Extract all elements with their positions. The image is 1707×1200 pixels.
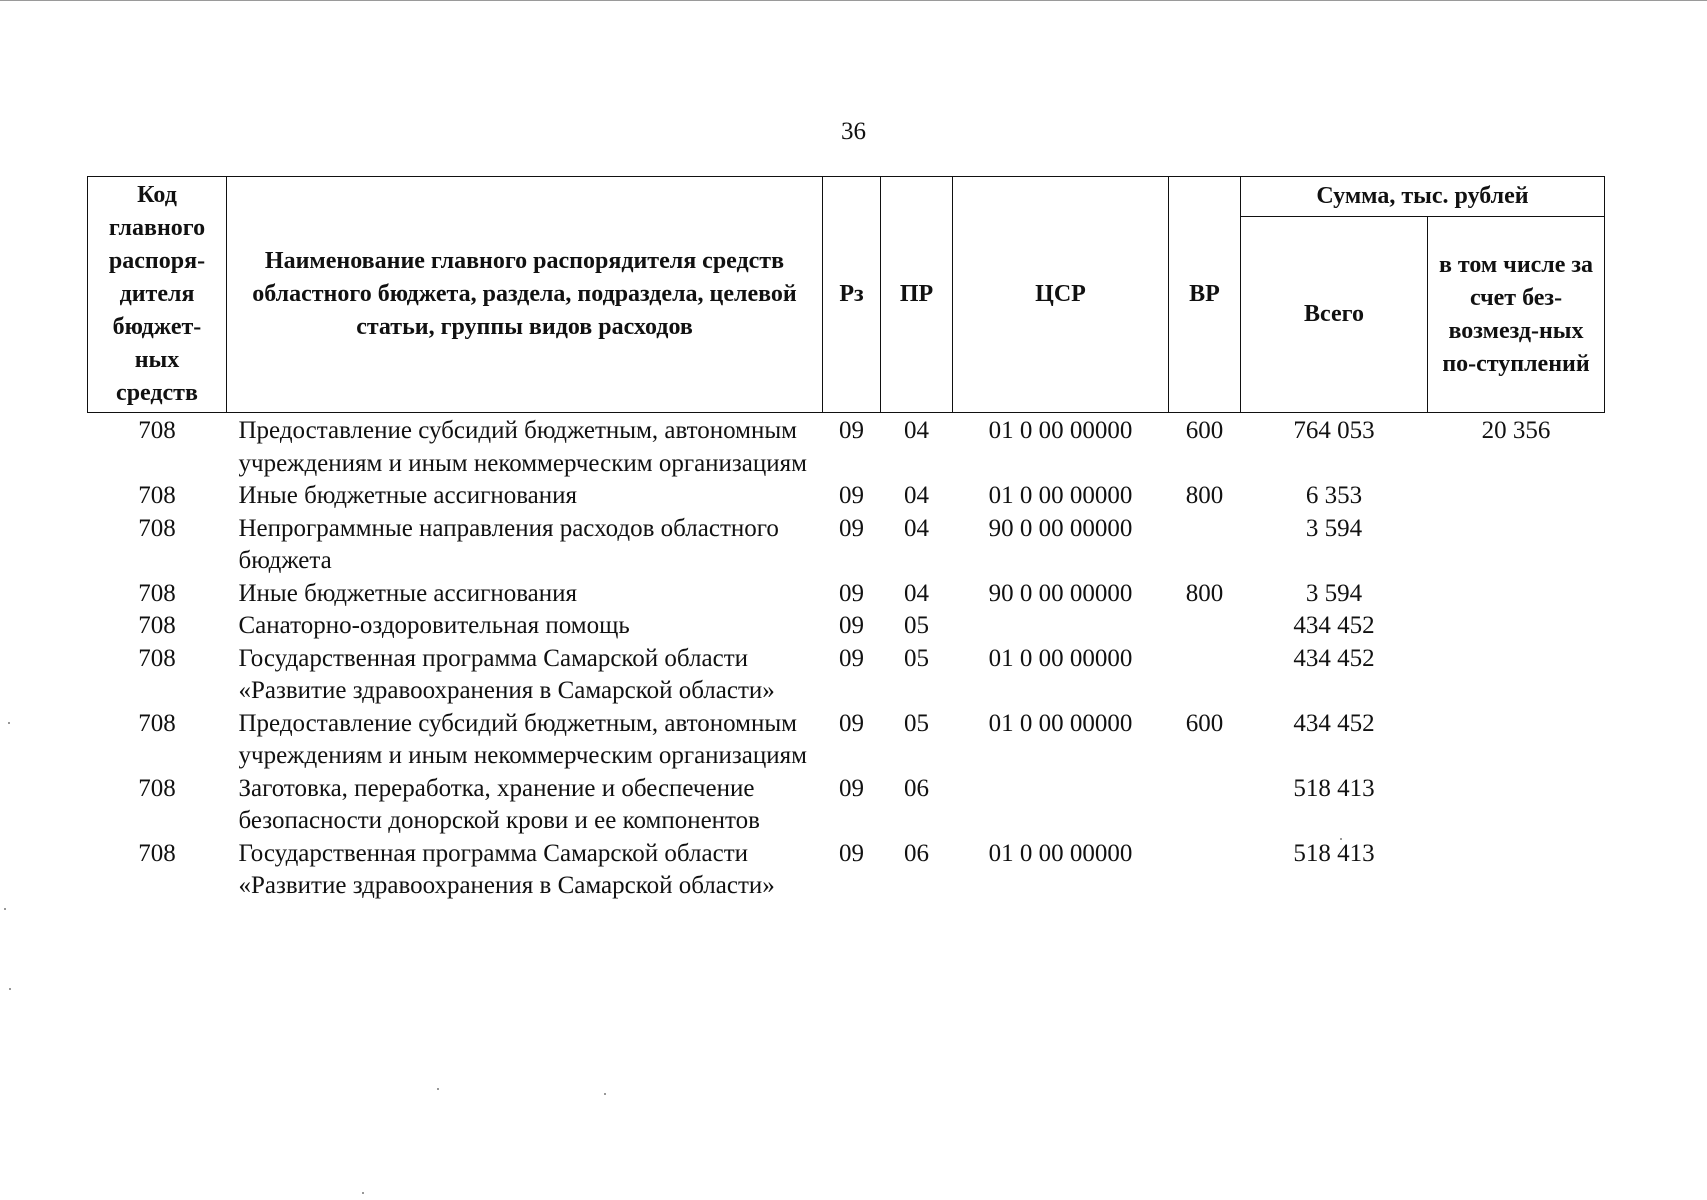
row-gratuitous — [1428, 773, 1605, 838]
header-sum: Сумма, тыс. рублей — [1241, 177, 1605, 217]
header-vr: ВР — [1169, 177, 1241, 413]
header-total: Всего — [1241, 217, 1428, 413]
table-row — [88, 773, 1605, 838]
row-vr — [1169, 838, 1241, 903]
row-vr — [1169, 513, 1241, 578]
top-scan-rule — [0, 0, 1707, 1]
row-code: 708 — [138, 839, 176, 867]
header-csr: ЦСР — [953, 177, 1169, 413]
row-total: 434 452 — [1293, 644, 1375, 672]
row-csr: 01 0 00 00000 — [988, 482, 1133, 509]
row-rz: 09 — [839, 644, 864, 672]
row-gratuitous — [1428, 513, 1605, 578]
row-code: 708 — [138, 579, 176, 607]
row-total: 6 353 — [1305, 482, 1363, 509]
row-pr: 04 — [904, 514, 929, 542]
row-vr — [1169, 643, 1241, 708]
row-pr: 05 — [904, 644, 929, 672]
row-rz: 09 — [839, 774, 864, 802]
row-pr: 06 — [904, 839, 929, 867]
row-gratuitous — [1428, 610, 1605, 643]
scan-speck — [8, 722, 10, 724]
row-name: Предоставление субсидий бюджетным, автономным учреждениям и иным некоммерческим организациям — [238, 709, 807, 769]
row-gratuitous — [1428, 838, 1605, 903]
table-row — [88, 610, 1605, 643]
row-code: 708 — [138, 774, 176, 802]
budget-expenditure-table — [87, 176, 1605, 903]
row-pr: 04 — [904, 417, 929, 444]
row-csr: 90 0 00 00000 — [988, 579, 1133, 607]
row-code: 708 — [138, 514, 176, 542]
scan-speck — [437, 1088, 439, 1090]
table-row — [88, 413, 1605, 481]
row-pr: 05 — [904, 612, 929, 639]
row-total: 3 594 — [1305, 579, 1363, 607]
row-name: Санаторно-оздоровительная помощь — [238, 612, 630, 639]
row-gratuitous — [1428, 643, 1605, 708]
table-row — [88, 578, 1605, 611]
row-total: 434 452 — [1293, 612, 1375, 639]
row-name: Заготовка, переработка, хранение и обеспечение безопасности донорской крови и ее компонентов — [238, 774, 760, 834]
row-csr — [953, 610, 1169, 643]
row-vr — [1169, 773, 1241, 838]
row-name: Государственная программа Самарской области «Развитие здравоохранения в Самарской области» — [238, 644, 775, 704]
scan-speck — [4, 908, 6, 910]
scan-speck — [604, 1093, 606, 1095]
row-csr — [953, 773, 1169, 838]
row-code: 708 — [138, 709, 176, 737]
row-total: 3 594 — [1305, 514, 1363, 542]
row-total: 434 452 — [1293, 709, 1375, 737]
header-code: Код главного распоря-дителя бюджет-ных средств — [88, 177, 227, 413]
row-vr — [1169, 610, 1241, 643]
row-gratuitous — [1428, 708, 1605, 773]
row-total: 518 413 — [1293, 839, 1375, 867]
row-pr: 06 — [904, 774, 929, 802]
table-row — [88, 838, 1605, 903]
row-name: Иные бюджетные ассигнования — [238, 482, 578, 509]
row-csr: 90 0 00 00000 — [988, 514, 1133, 542]
table-row — [88, 643, 1605, 708]
row-total: 764 053 — [1293, 417, 1375, 444]
row-vr: 800 — [1185, 579, 1224, 607]
row-rz: 09 — [839, 839, 864, 867]
row-rz: 09 — [839, 612, 864, 639]
row-vr: 600 — [1185, 709, 1224, 737]
row-total: 518 413 — [1293, 774, 1375, 802]
row-csr: 01 0 00 00000 — [988, 644, 1133, 672]
row-csr: 01 0 00 00000 — [988, 839, 1133, 867]
row-code: 708 — [138, 482, 176, 509]
row-pr: 04 — [904, 579, 929, 607]
row-vr: 800 — [1185, 482, 1224, 509]
row-code: 708 — [138, 644, 176, 672]
page-number: 36 — [841, 118, 866, 145]
row-code: 708 — [138, 612, 176, 639]
row-rz: 09 — [839, 514, 864, 542]
row-gratuitous — [1428, 578, 1605, 611]
header-pr: ПР — [881, 177, 953, 413]
row-rz: 09 — [839, 709, 864, 737]
scan-speck — [1340, 838, 1342, 840]
scan-speck — [362, 1192, 364, 1194]
table-row — [88, 708, 1605, 773]
row-gratuitous — [1428, 480, 1605, 513]
row-rz: 09 — [839, 482, 864, 509]
row-code: 708 — [138, 417, 176, 444]
row-csr: 01 0 00 00000 — [988, 709, 1133, 737]
row-csr: 01 0 00 00000 — [988, 417, 1133, 444]
header-gratuitous: в том числе за счет без-возмезд-ных по-ступлений — [1428, 217, 1605, 413]
row-gratuitous: 20 356 — [1481, 417, 1551, 444]
row-name: Непрограммные направления расходов областного бюджета — [238, 514, 779, 574]
row-name: Иные бюджетные ассигнования — [238, 579, 578, 607]
row-vr: 600 — [1185, 417, 1224, 444]
table-row — [88, 513, 1605, 578]
row-name: Государственная программа Самарской области «Развитие здравоохранения в Самарской области» — [238, 839, 775, 899]
scan-speck — [9, 988, 11, 990]
row-pr: 05 — [904, 709, 929, 737]
header-rz: Рз — [823, 177, 881, 413]
table-row — [88, 480, 1605, 513]
row-pr: 04 — [904, 482, 929, 509]
row-name: Предоставление субсидий бюджетным, автономным учреждениям и иным некоммерческим организациям — [238, 417, 807, 477]
row-rz: 09 — [839, 417, 864, 444]
header-name: Наименование главного распорядителя средств областного бюджета, раздела, подраздела, целевой статьи, группы видов расходов — [227, 177, 823, 413]
row-rz: 09 — [839, 579, 864, 607]
